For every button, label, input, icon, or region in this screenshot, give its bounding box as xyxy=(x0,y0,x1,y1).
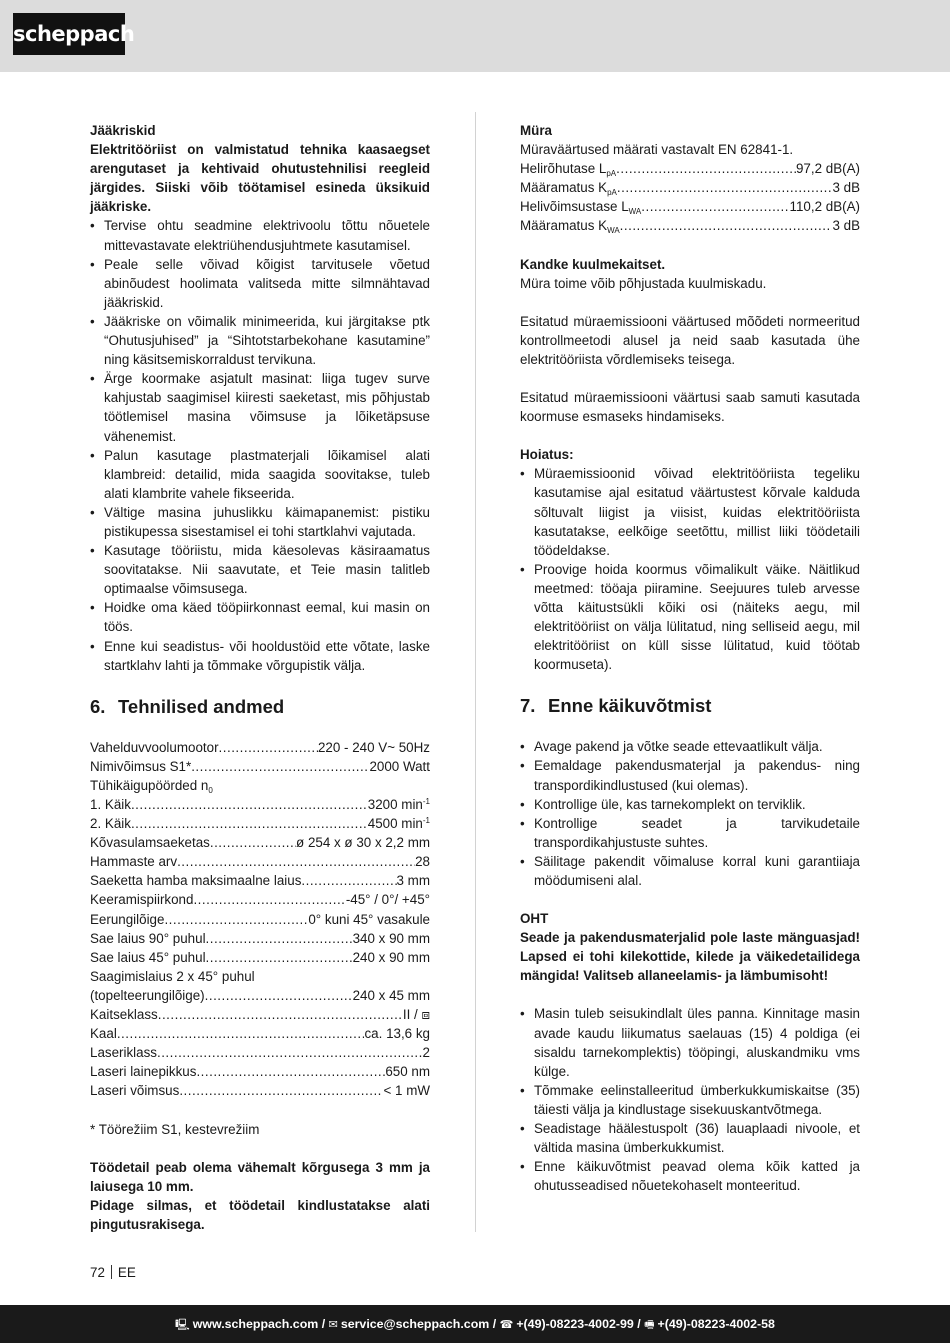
list-item: • Enne kui seadistus- või hooldustöid ette võtate, laske startklahv lahti ja tõmmake võrgupistik välja. xyxy=(90,637,430,675)
spec-row xyxy=(90,1043,430,1062)
spec-row xyxy=(90,871,430,890)
section-title: Enne käikuvõtmist xyxy=(548,695,712,717)
noise-paragraph: Esitatud müraemissiooni väärtused mõõdeti normeeritud kontrollmeetodi alusel ja neid saab kasutada ühe elektritööriista võrdlemiseks teisega. xyxy=(520,313,860,367)
spec-row xyxy=(90,890,430,909)
spec-row xyxy=(90,929,430,948)
footnote: * Töörežiim S1, kestevrežiim xyxy=(90,1121,260,1137)
list-item: • Kasutage tööriistu, mida käesolevas käsiraamatus soovitatakse. Nii saavutate, et Teie masin talitleb optimaalse võimsusega. xyxy=(90,541,430,598)
spec-label: Hammaste arv xyxy=(90,854,178,870)
spec-label: (topelteerungilõige) xyxy=(90,987,205,1003)
spec-label: Laseri lainepikkus xyxy=(90,1064,197,1080)
danger-text: Seade ja pakendusmaterjalid pole laste mänguasjad! Lapsed ei tohi kilekottide, kilede ja väikedetailidega mängida! Valitseb allaneelamis- ja lämbumisoht! xyxy=(520,930,860,984)
spec-label: Saagimislaius 2 x 45° puhul xyxy=(90,968,255,984)
computer-icon: 🖳 xyxy=(175,1318,190,1331)
list-item: • Palun kasutage plastmaterjali lõikamisel alati klambreid: detailid, mida saagida soovitakse, tuleb alati klambrite vahele fikseerida. xyxy=(90,446,430,503)
noise-row xyxy=(520,159,860,178)
section-7-heading xyxy=(520,694,860,718)
list-item: • Avage pakend ja võtke seade ettevaatlikult välja. xyxy=(520,737,860,756)
phone-icon: ☎ xyxy=(499,1318,514,1331)
noise-label: Helirõhutase L xyxy=(520,161,607,177)
spec-value: II / ⧈ xyxy=(402,1007,430,1023)
noise-value: 3 dB xyxy=(832,180,860,196)
right-column xyxy=(520,121,860,1195)
spec-exponent: -1 xyxy=(422,797,430,806)
spec-value: 3 mm xyxy=(396,873,430,889)
noise-row xyxy=(520,197,860,216)
spec-value: 220 - 240 V~ 50Hz xyxy=(317,739,430,755)
page-number xyxy=(90,1265,136,1280)
list-item: • Masin tuleb seisukindlalt üles panna. Kinnitage masin avade kaudu liikumatus saelauas (15) 4 poldiga (ei sisaldu tarnekomplektis) tööpingi, aluskandmiku vms külge. xyxy=(520,1004,860,1080)
spec-value: 650 nm xyxy=(385,1064,430,1080)
spec-value: 0° kuni 45° vasakule xyxy=(308,911,430,927)
noise-subscript: WA xyxy=(628,207,642,217)
noise-label: Määramatus K xyxy=(520,180,608,196)
spec-label: Sae laius 45° puhul xyxy=(90,949,206,965)
risks-title: Jääkriskid xyxy=(90,123,156,138)
spec-label: Saeketta hamba maksimaalne laius xyxy=(90,873,302,889)
spec-value: ca. 13,6 kg xyxy=(364,1026,430,1042)
footer-website[interactable]: www.scheppach.com xyxy=(192,1317,319,1331)
spec-row xyxy=(90,948,430,967)
noise-label: Helivõimsustase L xyxy=(520,199,629,215)
list-item: • Vältige masina juhuslikku käimapanemist: pistiku pistikupessa sisestamisel ei tohi startklahvi vajutada. xyxy=(90,503,430,541)
noise-paragraph: Esitatud müraemissiooni väärtusi saab samuti kasutada koormuse esmaseks hindamiseks. xyxy=(520,390,860,425)
list-item: • Ärge koormake asjatult masinat: liiga tugev surve kahjustab saagimisel kiiresti saeketast, mis põhjustab töötlemisel masina võimsuse ja lõiketäpsuse vähenemist. xyxy=(90,369,430,445)
noise-value: 110,2 dB(A) xyxy=(789,199,860,215)
spec-value: 4500 min xyxy=(367,816,423,832)
spec-row xyxy=(90,1081,430,1100)
clamp-note: Pidage silmas, et töödetail kindlustatakse alati pingutusrakisega. xyxy=(90,1197,430,1232)
footer-fax[interactable]: +(49)-08223-4002-58 xyxy=(657,1317,775,1331)
risks-list xyxy=(90,216,430,674)
spec-value: -45° / 0°/ +45° xyxy=(345,892,430,908)
footer-email[interactable]: service@scheppach.com xyxy=(340,1317,490,1331)
list-item: • Kontrollige seadet ja tarvikudetaile transpordikahjustuste suhtes. xyxy=(520,814,860,852)
spec-label: Tühikäigupöörded n xyxy=(90,777,209,793)
spec-label: Vahelduvvoolumootor xyxy=(90,739,219,755)
list-item: • Jääkriske on võimalik minimeerida, kui järgitakse ptk “Ohutusjuhised” ja “Sihtotstarbekohane kasutamine” ning käsitsemiskorraldust tervikuna. xyxy=(90,312,430,369)
steps-list xyxy=(520,737,860,890)
spec-label: 1. Käik xyxy=(90,797,131,812)
column-divider xyxy=(475,112,476,1232)
spec-value: 2000 Watt xyxy=(369,758,430,774)
list-item: • Tervise ohtu seadmine elektrivoolu tõttu nõuetele mittevastavate elektriühendusjuhtmete kasutamisel. xyxy=(90,216,430,254)
footer-phone[interactable]: +(49)-08223-4002-99 xyxy=(516,1317,634,1331)
list-item: • Tõmmake eelinstalleeritud ümberkukkumiskaitse (35) täiesti välja ja kindlustage sisekuuskantvõtmega. xyxy=(520,1081,860,1119)
noise-title: Müra xyxy=(520,123,552,138)
spec-row xyxy=(90,738,430,757)
spec-label: Nimivõimsus S1* xyxy=(90,758,192,774)
spec-row xyxy=(90,757,430,776)
footer-separator: / xyxy=(633,1317,645,1331)
scheppach-logo: scheppach xyxy=(13,13,125,55)
spec-value: 2 xyxy=(422,1045,430,1061)
list-item: • Peale selle võivad kõigist tarvitusele võetud abinõudest hoolimata valitseda mitte silmnähtavad jääkriskid. xyxy=(90,255,430,312)
setup-list xyxy=(520,1004,860,1195)
warning-list xyxy=(520,464,860,674)
spec-label: Kaal xyxy=(90,1026,117,1042)
spec-row xyxy=(90,852,430,871)
spec-label: Kaitseklass xyxy=(90,1007,158,1023)
section-title: Tehnilised andmed xyxy=(118,695,285,717)
spec-label: Sae laius 90° puhul xyxy=(90,930,206,946)
mail-icon: ✉ xyxy=(328,1318,338,1331)
noise-row xyxy=(520,178,860,197)
spec-row xyxy=(90,833,430,852)
spec-row xyxy=(90,1062,430,1081)
warning-title: Hoiatus: xyxy=(520,447,574,463)
noise-subscript: pA xyxy=(607,188,617,198)
spec-label: Laseriklass xyxy=(90,1045,157,1061)
spec-row xyxy=(90,814,430,833)
list-item: • Hoidke oma käed tööpiirkonnast eemal, kui masin on töös. xyxy=(90,598,430,636)
section-number: 7. xyxy=(520,695,536,717)
spec-value: < 1 mW xyxy=(383,1083,430,1099)
danger-title: OHT xyxy=(520,911,549,927)
list-item: • Säilitage pakendit võimaluse korral kuni garantiiaja möödumiseni alal. xyxy=(520,852,860,890)
spec-row xyxy=(90,986,430,1005)
spec-label: Laseri võimsus xyxy=(90,1083,180,1099)
spec-row-idle xyxy=(90,776,430,795)
spec-row xyxy=(90,795,430,814)
spec-row xyxy=(90,1024,430,1043)
list-item: • Eemaldage pakendusmaterjal ja pakendus- ning transpordikindlustused (kui olemas). xyxy=(520,756,860,794)
spec-label: Eerungilõige xyxy=(90,911,165,927)
language-code: EE xyxy=(117,1265,136,1280)
spec-exponent: -1 xyxy=(422,816,430,826)
spec-subscript: 0 xyxy=(208,785,213,795)
spec-value: 3200 min xyxy=(367,797,423,812)
spec-value: ø 254 x ø 30 x 2,2 mm xyxy=(296,835,430,851)
noise-label: Määramatus K xyxy=(520,218,608,234)
spec-value: 28 xyxy=(415,854,430,870)
list-item: • Kontrollige üle, kas tarnekomplekt on terviklik. xyxy=(520,795,860,814)
workpiece-note: Töödetail peab olema vähemalt kõrgusega 3 mm ja laiusega 10 mm. xyxy=(90,1159,430,1194)
footer-bar xyxy=(0,1305,950,1343)
spec-value: 240 x 45 mm xyxy=(352,987,430,1003)
spec-label: Keeramispiirkond xyxy=(90,892,194,908)
left-column xyxy=(90,121,430,1234)
noise-subscript: WA xyxy=(607,226,620,236)
ear-protection-title: Kandke kuulmekaitset. xyxy=(520,256,666,272)
noise-value: 97,2 dB(A) xyxy=(795,161,860,177)
section-6-heading xyxy=(90,695,430,719)
risks-intro: Elektritööriist on valmistatud tehnika kaasaegset arengutaset ja kehtivaid ohutustehnilisi reegleid järgides. Siiski võib töötamisel esineda üksikuid jääkriske. xyxy=(90,142,430,215)
page-number-value: 72 xyxy=(90,1265,105,1280)
spec-table xyxy=(90,738,430,1101)
ear-protection-text: Müra toime võib põhjustada kuulmiskadu. xyxy=(520,275,767,291)
header-bar xyxy=(0,0,950,72)
noise-subscript: pA xyxy=(606,169,617,179)
list-item: • Enne käikuvõtmist peavad olema kõik katted ja ohutusseadised nõuetekohaselt monteeritud. xyxy=(520,1157,860,1195)
spec-row xyxy=(90,967,430,986)
noise-intro: Müraväärtused määrati vastavalt EN 62841-1. xyxy=(520,142,794,158)
fax-icon: 🖷 xyxy=(644,1318,655,1331)
spec-label: Kõvasulamsaeketas xyxy=(90,835,210,851)
list-item: • Müraemissioonid võivad elektritööriista tegeliku kasutamise ajal esitatud väärtustest kõrvale kalduda sõltuvalt liigist ja viisist, kuidas elektritööriista kasutatakse, eelkõige seetõttu, millist liiki töödetaili töödeldakse. xyxy=(520,464,860,559)
list-item: • Seadistage häälestuspolt (36) lauaplaadi nivoole, et vältida masina ümberkukkumist. xyxy=(520,1119,860,1157)
spec-value: 240 x 90 mm xyxy=(352,949,430,965)
spec-row xyxy=(90,1005,430,1024)
spec-value: 340 x 90 mm xyxy=(352,930,430,946)
footer-separator: / xyxy=(489,1317,500,1331)
noise-row xyxy=(520,216,860,235)
spec-label: 2. Käik xyxy=(90,816,131,832)
footer-separator: / xyxy=(318,1317,329,1331)
list-item: • Proovige hoida koormus võimalikult väike. Näitlikud meetmed: tööaja piiramine. Seejuures tuleb arvesse võtta käitustsükli kõiki osi (näiteks aegu, mil elektritööriist on välja lülitatud, ning selliseid aegu, mil elektritööriist on küll sisse lülitatud, kuid töötab koormuseta). xyxy=(520,560,860,675)
spec-row xyxy=(90,910,430,929)
noise-value: 3 dB xyxy=(832,218,860,234)
section-number: 6. xyxy=(90,695,106,717)
